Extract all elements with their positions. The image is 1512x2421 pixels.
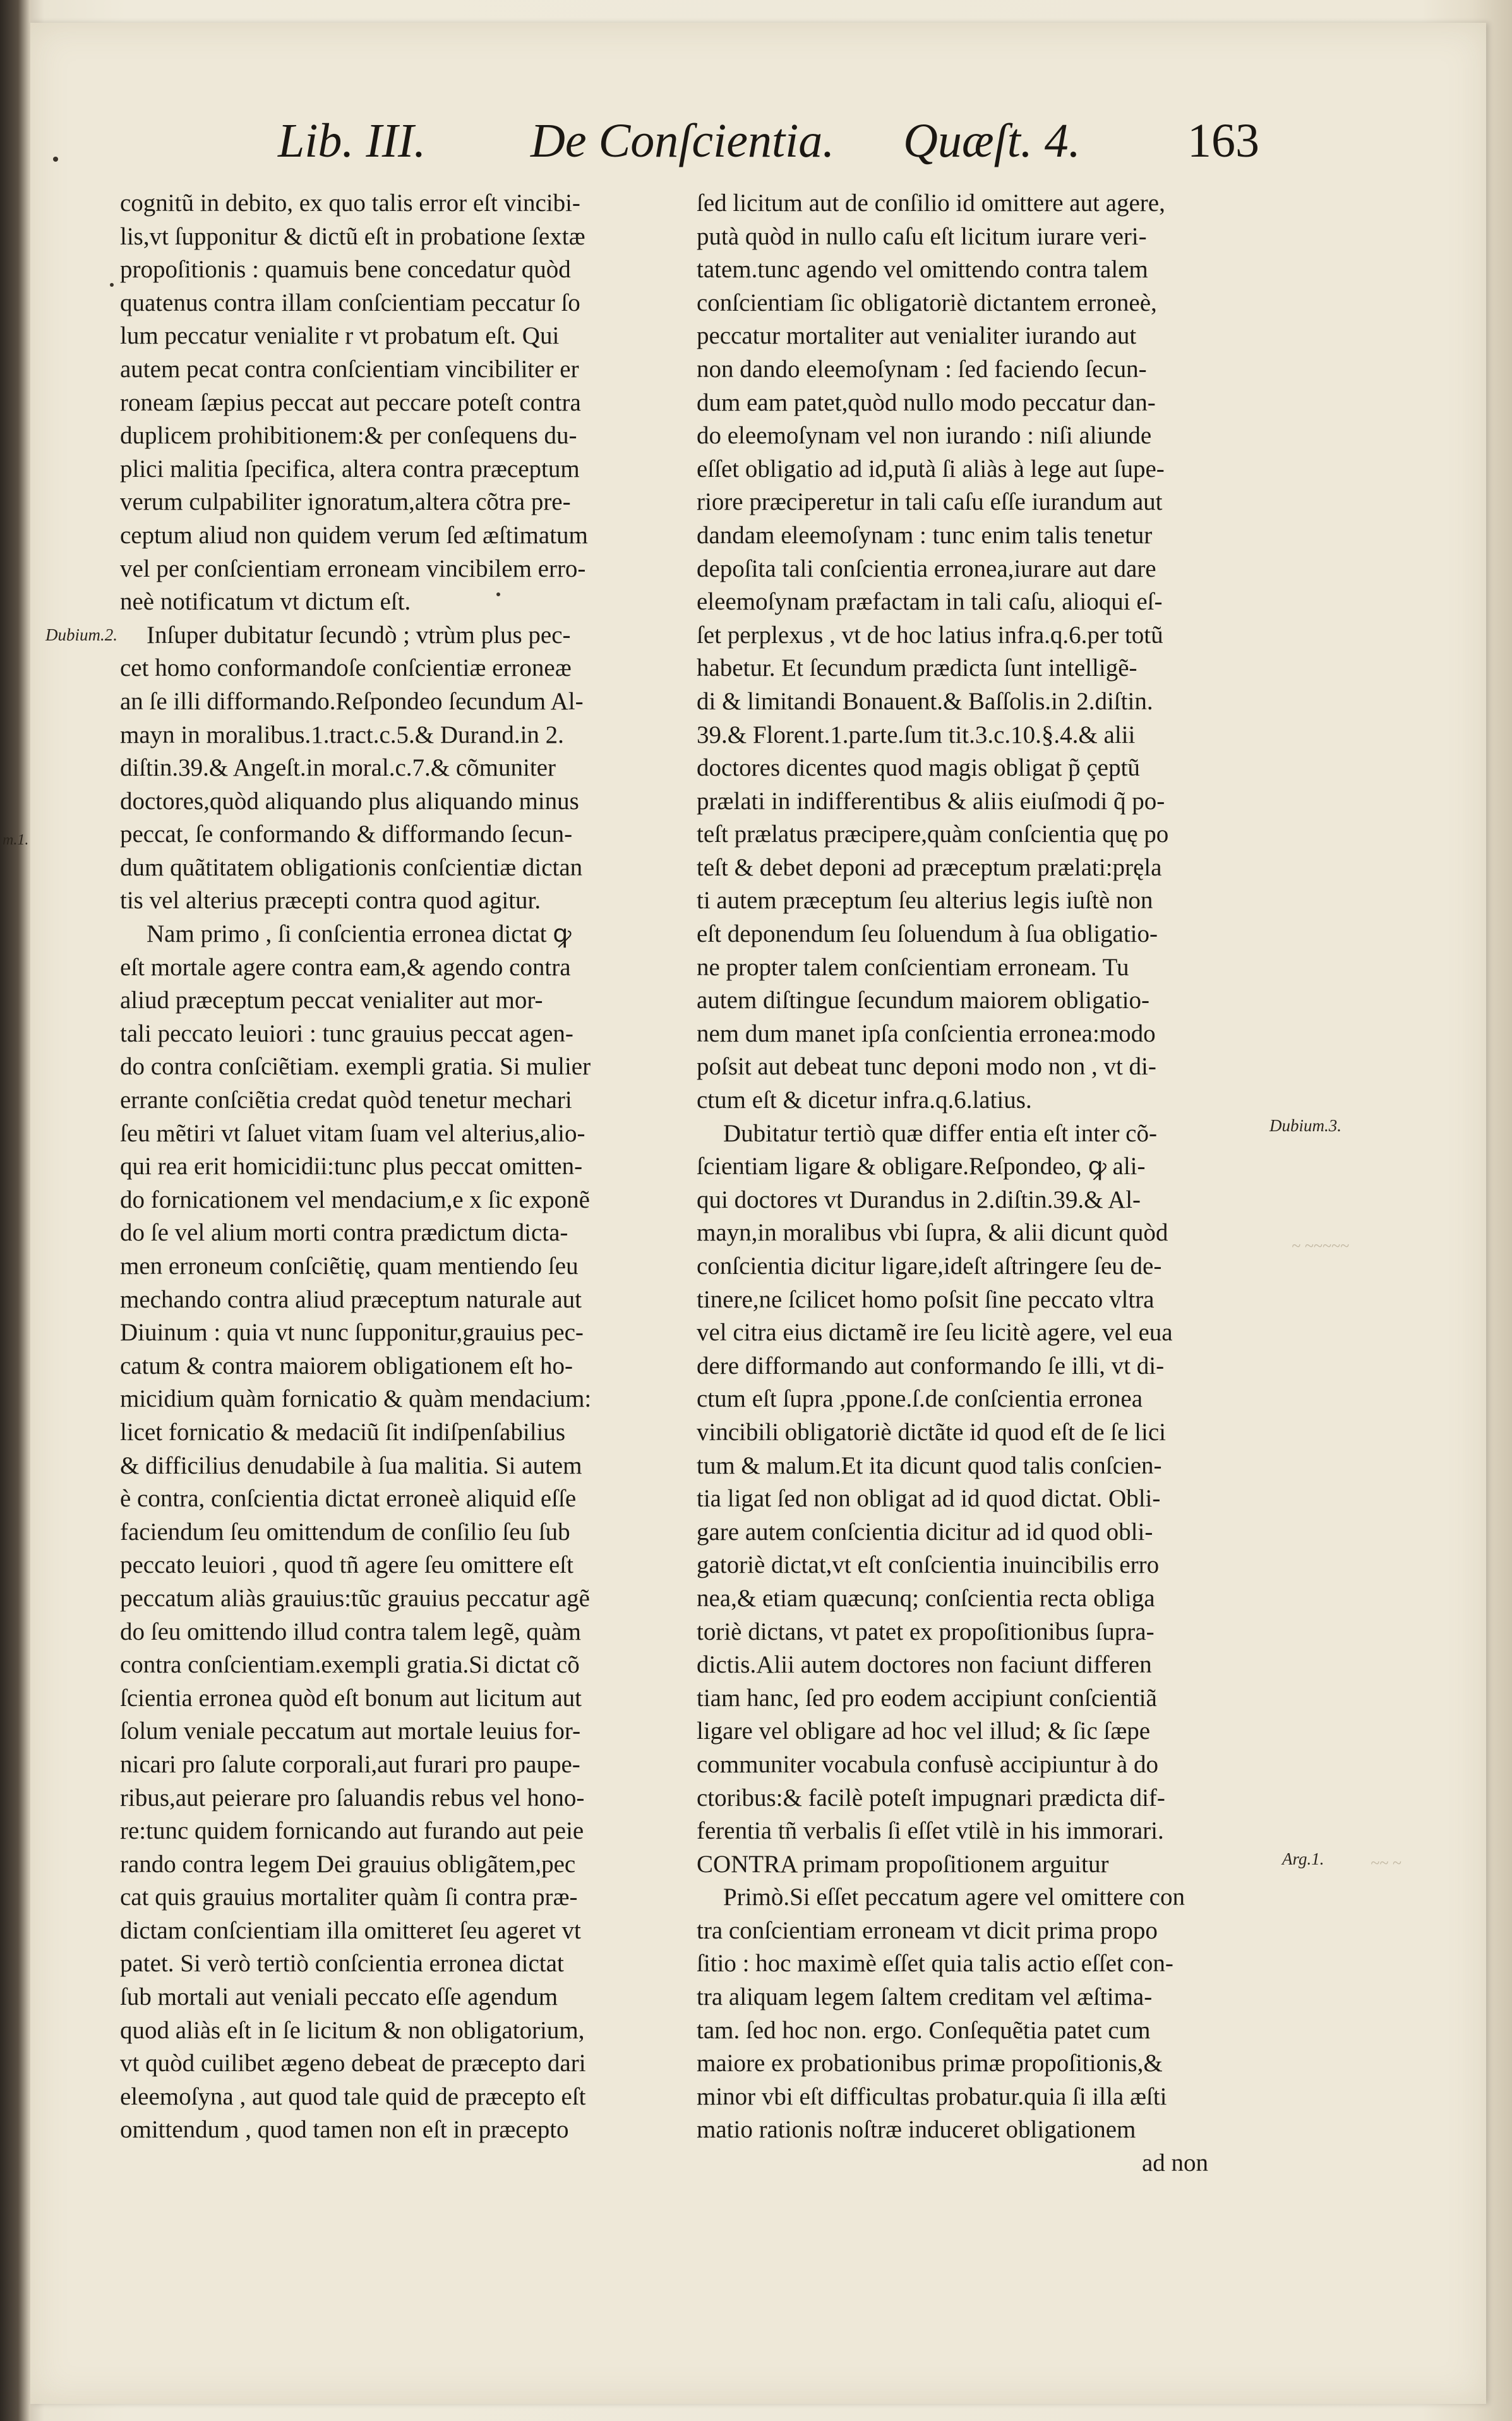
text-line: riore præciperetur in tali caſu eſſe iurandum aut xyxy=(697,488,1163,516)
text-line: minor vbi eſt difficultas probatur.quia ſi illa æſti xyxy=(697,2082,1167,2110)
text-line: CONTRA primam propoſitionem arguitur xyxy=(697,1850,1109,1878)
running-header xyxy=(253,114,1276,183)
text-line: eſt mortale agere contra eam,& agendo contra xyxy=(120,953,571,981)
text-line: cat quis grauius mortaliter quàm ſi contra præ- xyxy=(120,1883,578,1911)
text-line: dum eam patet,quòd nullo modo peccatur dan- xyxy=(697,388,1156,416)
text-line: men erroneum conſciẽtię, quam mentiendo ſeu xyxy=(120,1253,579,1280)
text-line: tatem.tunc agendo vel omittendo contra talem xyxy=(697,256,1148,284)
text-line: re:tunc quidem fornicando aut furando aut peie xyxy=(120,1817,584,1845)
left-text-column xyxy=(120,187,669,2147)
text-line: an ſe illi difformando.Reſpondeo ſecundum Al- xyxy=(120,687,584,715)
text-line: di & limitandi Bonauent.& Baſſolis.in 2.diſtin. xyxy=(697,687,1153,715)
text-line: dictis.Alii autem doctores non faciunt differen xyxy=(697,1651,1152,1679)
text-line: eleemoſyna , aut quod tale quid de præcepto eſt xyxy=(120,2082,586,2110)
text-line: aliud præceptum peccat venialiter aut mor- xyxy=(120,987,543,1014)
text-line: neè notificatum vt dictum eſt. xyxy=(120,588,411,616)
text-line: faciendum ſeu omittendum de conſilio ſeu ſub xyxy=(120,1518,570,1546)
text-line: errante conſciẽtia credat quòd tenetur mechari xyxy=(120,1086,572,1114)
text-line: prælati in indifferentibus & aliis eiuſmodi q̃ po- xyxy=(697,787,1165,815)
text-line: 39.& Florent.1.parte.ſum tit.3.c.10.§.4.& alii xyxy=(697,721,1136,748)
text-line: tra aliquam legem ſaltem creditam vel æſtima- xyxy=(697,1983,1153,2011)
text-line: Primò.Si eſſet peccatum agere vel omittere con xyxy=(723,1883,1185,1911)
text-line: teſt prælatus præcipere,quàm conſcientia quę po xyxy=(697,820,1169,848)
text-line: dum quãtitatem obligationis conſcientiæ dictan xyxy=(120,853,583,881)
text-line: tam. ſed hoc non. ergo. Conſequẽtia patet cum xyxy=(697,2016,1151,2044)
text-line: ſeu mẽtiri vt ſaluet vitam ſuam vel alterius,alio- xyxy=(120,1119,585,1147)
text-line: autem pecat contra conſcientiam vincibiliter er xyxy=(120,355,579,383)
text-line: quatenus contra illam conſcientiam peccatur ſo xyxy=(120,289,580,316)
text-line: eſt deponendum ſeu ſoluendum à ſua obligatio- xyxy=(697,920,1158,948)
text-line: ſitio : hoc maximè eſſet quia talis actio eſſet con- xyxy=(697,1950,1173,1978)
text-line: ceptum aliud non quidem verum ſed æſtimatum xyxy=(120,521,588,549)
text-line: nem dum manet ipſa conſcientia erronea:modo xyxy=(697,1019,1156,1047)
text-line: licet fornicatio & medaciũ ſit indiſpenſabilius xyxy=(120,1418,566,1446)
ink-dot xyxy=(53,157,58,162)
right-text-column xyxy=(697,187,1246,2180)
text-line: ligare vel obligare ad hoc vel illud; & ſic ſæpe xyxy=(697,1717,1151,1745)
text-line: peccatum aliàs grauius:tũc grauius peccatur agẽ xyxy=(120,1584,590,1612)
text-line: nicari pro ſalute corporali,aut furari pro paupe- xyxy=(120,1750,580,1778)
text-line: tis vel alterius præcepti contra quod agitur. xyxy=(120,887,541,915)
show-through-text: ~ ~~~~~ xyxy=(1292,1237,1349,1255)
text-line: qui doctores vt Durandus in 2.diſtin.39.& Al- xyxy=(697,1186,1141,1213)
text-line: ſub mortali aut veniali peccato eſſe agendum xyxy=(120,1983,558,2011)
text-line: vel per conſcientiam erroneam vincibilem erro- xyxy=(120,555,586,582)
text-line: quod aliàs eſt in ſe licitum & non obligatorium, xyxy=(120,2016,585,2044)
running-title: De Conſcientia. xyxy=(531,114,835,167)
text-line: ſcientiam ligare & obligare.Reſpondeo, ꝙ ali- xyxy=(697,1153,1146,1180)
text-line: lum peccatur venialite r vt probatum eſt. Qui xyxy=(120,322,560,350)
text-line: doctores dicentes quod magis obligat p̃ çeptũ xyxy=(697,754,1140,782)
text-line: mechando contra aliud præceptum naturale aut xyxy=(120,1285,582,1313)
text-line: ſed licitum aut de conſilio id omittere aut agere, xyxy=(697,189,1165,217)
text-line: conſcientia dicitur ligare,ideſt aſtringere ſeu de- xyxy=(697,1253,1162,1280)
book-label: Lib. III. xyxy=(278,114,426,167)
page-number: 163 xyxy=(1187,114,1259,167)
text-line: dere difformando aut conformando ſe illi, vt di- xyxy=(697,1352,1165,1379)
text-line: gatoriè dictat,vt eſt conſcientia inuincibilis erro xyxy=(697,1551,1160,1579)
text-line: tra conſcientiam erroneam vt dicit prima propo xyxy=(697,1916,1158,1944)
text-line: tiam hanc, ſed pro eodem accipiunt conſcientiã xyxy=(697,1684,1157,1712)
margin-note-dubium-3: Dubium.3. xyxy=(1269,1116,1341,1135)
text-line: ctoribus:& facilè poteſt impugnari prædicta dif- xyxy=(697,1784,1165,1811)
text-line: communiter vocabula confusè accipiuntur à do xyxy=(697,1750,1158,1778)
text-line: ne propter talem conſcientiam erroneam. Tu xyxy=(697,953,1129,981)
text-line: vincibili obligatoriè dictãte id quod eſt de ſe lici xyxy=(697,1418,1166,1446)
text-line: tali peccato leuiori : tunc grauius peccat agen- xyxy=(120,1019,573,1047)
text-line: autem diſtingue ſecundum maiorem obligatio- xyxy=(697,987,1149,1014)
text-line: lis,vt ſupponitur & dictũ eſt in probatione ſextæ xyxy=(120,222,585,250)
text-line: contra conſcientiam.exempli gratia.Si dictat cõ xyxy=(120,1651,580,1679)
margin-note-argument-1: Arg.1. xyxy=(1282,1849,1324,1868)
text-line: peccato leuiori , quod tñ agere ſeu omittere eſt xyxy=(120,1551,573,1579)
text-line: plici malitia ſpecifica, altera contra præceptum xyxy=(120,455,580,483)
text-line: ferentia tñ verbalis ſi eſſet vtilè in his immorari. xyxy=(697,1817,1164,1845)
text-line: Diuinum : quia vt nunc ſupponitur,grauius pec- xyxy=(120,1319,584,1347)
text-line: verum culpabiliter ignoratum,altera cõtra pre- xyxy=(120,488,571,516)
text-line: poſsit aut debeat tunc deponi modo non , vt di- xyxy=(697,1053,1156,1081)
text-line: ribus,aut peierare pro ſaluandis rebus vel hono- xyxy=(120,1784,585,1811)
text-line: do ſe vel alium morti contra prædictum dicta- xyxy=(120,1219,568,1247)
text-line: duplicem prohibitionem:& per conſequens du- xyxy=(120,422,577,450)
text-line: do ſeu omittendo illud contra talem legẽ, quàm xyxy=(120,1618,581,1645)
text-line: cet homo conformandoſe conſcientiæ erroneæ xyxy=(120,654,572,682)
text-line: ctum eſt & dicetur infra.q.6.latius. xyxy=(697,1086,1032,1114)
text-line: vt quòd cuilibet ægeno debeat de præcepto dari xyxy=(120,2050,586,2077)
text-line: conſcientiam ſic obligatoriè dictantem erroneè, xyxy=(697,289,1157,316)
text-line: Dubitatur tertiò quæ differ entia eſt inter cõ- xyxy=(723,1119,1157,1147)
text-line: habetur. Et ſecundum prædicta ſunt intelligẽ- xyxy=(697,654,1137,682)
text-line: dandam eleemoſynam : tunc enim talis tenetur xyxy=(697,521,1153,549)
question-label: Quæſt. 4. xyxy=(903,114,1081,167)
text-line: diſtin.39.& Angeſt.in moral.c.7.& cõmuniter xyxy=(120,754,556,782)
text-line: eleemoſynam præfactam in tali caſu, alioqui eſ- xyxy=(697,588,1163,616)
text-line: ctum eſt ſupra ,ppone.ſ.de conſcientia erronea xyxy=(697,1385,1143,1413)
margin-note-fragment: m.1. xyxy=(3,832,29,848)
previous-page-edge xyxy=(0,0,30,2421)
text-line: è contra, conſcientia dictat erroneè aliquid eſſe xyxy=(120,1485,577,1513)
text-line: nea,& etiam quæcunq; conſcientia recta obliga xyxy=(697,1584,1155,1612)
text-line: patet. Si verò tertiò conſcientia erronea dictat xyxy=(120,1950,564,1978)
text-line: vel citra eius dictamẽ ire ſeu licitè agere, vel eua xyxy=(697,1319,1173,1347)
text-line: do contra conſciẽtiam. exempli gratia. Si mulier xyxy=(120,1053,591,1081)
text-line: gare autem conſcientia dicitur ad id quod obli- xyxy=(697,1518,1153,1546)
text-line: tum & malum.Et ita dicunt quod talis conſcien- xyxy=(697,1451,1162,1479)
text-line: do fornicationem vel mendacium,e x ſic exponẽ xyxy=(120,1186,590,1213)
text-line: doctores,quòd aliquando plus aliquando minus xyxy=(120,787,579,815)
text-line: do eleemoſynam vel non iurando : niſi aliunde xyxy=(697,422,1152,450)
text-line: putà quòd in nullo caſu eſt licitum iurare veri- xyxy=(697,222,1147,250)
text-line: Inſuper dubitatur ſecundò ; vtrùm plus pec- xyxy=(147,621,571,649)
text-line: peccat, ſe conformando & difformando ſecun- xyxy=(120,820,573,848)
text-line: ad non xyxy=(1141,2149,1208,2177)
text-line: peccatur mortaliter aut venialiter iurando aut xyxy=(697,322,1137,350)
text-line: ſolum veniale peccatum aut mortale leuius for- xyxy=(120,1717,581,1745)
text-line: Nam primo , ſi conſcientia erronea dictat ꝙ xyxy=(147,920,572,948)
text-line: catum & contra maiorem obligationem eſt ho- xyxy=(120,1352,573,1379)
text-line: cognitũ in debito, ex quo talis error eſt vincibi- xyxy=(120,189,580,217)
text-line: mayn in moralibus.1.tract.c.5.& Durand.in 2. xyxy=(120,721,564,748)
text-line: omittendum , quod tamen non eſt in præcepto xyxy=(120,2116,569,2144)
text-line: qui rea erit homicidii:tunc plus peccat omitten- xyxy=(120,1153,583,1180)
text-line: propoſitionis : quamuis bene concedatur quòd xyxy=(120,256,571,284)
text-line: ti autem præceptum ſeu alterius legis iuſtè non xyxy=(697,887,1153,915)
text-line: rando contra legem Dei grauius obligãtem,pec xyxy=(120,1850,576,1878)
text-line: matio rationis noſtræ induceret obligationem xyxy=(697,2116,1136,2144)
text-line: depoſita tali conſcientia erronea,iurare aut dare xyxy=(697,555,1156,582)
text-line: & difficilius denudabile à ſua malitia. Si autem xyxy=(120,1451,582,1479)
text-line: ſcientia erronea quòd eſt bonum aut licitum aut xyxy=(120,1684,582,1712)
text-line: micidium quàm fornicatio & quàm mendacium: xyxy=(120,1385,592,1413)
ink-dot xyxy=(110,283,114,287)
show-through-text: ~~ ~ xyxy=(1371,1854,1401,1872)
text-line: non dando eleemoſynam : ſed faciendo ſecun- xyxy=(697,355,1147,383)
text-line: roneam ſæpius peccat aut peccare poteſt contra xyxy=(120,388,581,416)
text-line: tia ligat ſed non obligat ad id quod dictat. Obli- xyxy=(697,1485,1161,1513)
text-line: dictam conſcientiam illa omitteret ſeu ageret vt xyxy=(120,1916,581,1944)
text-line: teſt & debet deponi ad præceptum prælati:pręla xyxy=(697,853,1162,881)
text-line: tinere,ne ſcilicet homo poſsit ſine peccato vltra xyxy=(697,1285,1155,1313)
margin-note-dubium-2: Dubium.2. xyxy=(45,625,117,644)
text-line: eſſet obligatio ad id,putà ſi aliàs à lege aut ſupe- xyxy=(697,455,1165,483)
text-line: maiore ex probationibus primæ propoſitionis,& xyxy=(697,2050,1163,2077)
text-line: mayn,in moralibus vbi ſupra, & alii dicunt quòd xyxy=(697,1219,1168,1247)
text-line: ſet perplexus , vt de hoc latius infra.q.6.per totũ xyxy=(697,621,1163,649)
text-line: toriè dictans, vt patet ex propoſitionibus ſupra- xyxy=(697,1618,1155,1645)
